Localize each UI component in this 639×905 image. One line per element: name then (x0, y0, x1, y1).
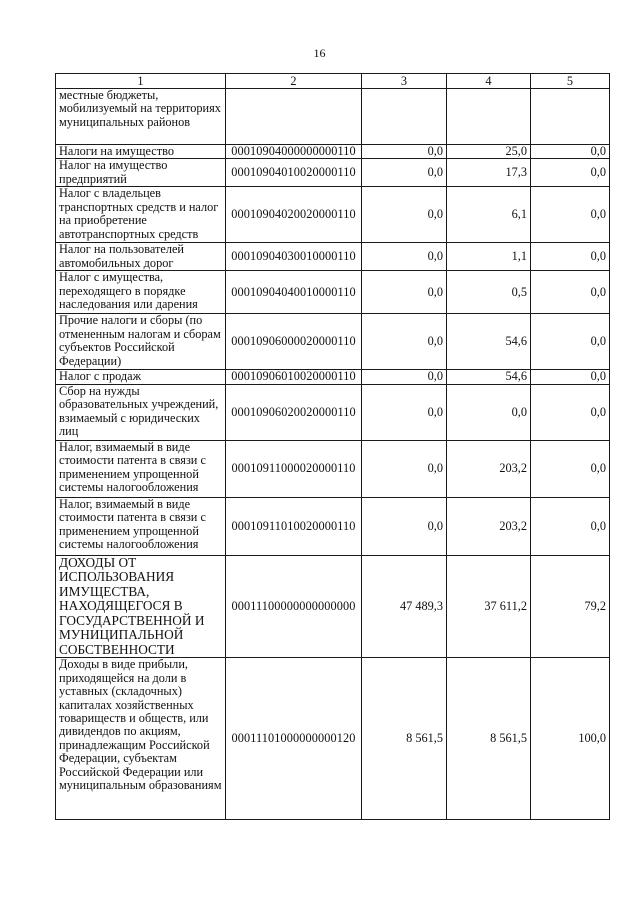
row-code-cell (226, 89, 362, 145)
row-value-col5: 0,0 (531, 159, 610, 187)
row-code-cell: 00010911010020000110 (226, 497, 362, 555)
row-value-col4: 203,2 (447, 497, 531, 555)
row-name-cell: местные бюджеты, мобилизуемый на территориях муниципальных районов (56, 89, 226, 145)
row-value-col3: 0,0 (362, 187, 447, 243)
column-header: 3 (362, 74, 447, 89)
row-value-col5: 100,0 (531, 658, 610, 820)
table-row (56, 243, 610, 271)
row-name-cell: Доходы в виде прибыли, приходящейся на доли в уставных (складочных) капиталах хозяйственных товариществ и обществ, или дивидендов по акциям, принадлежащим Российской Федерации, субъектам Российской Федерации или муниципальным образованиям (56, 658, 226, 820)
row-name-cell: Прочие налоги и сборы (по отмененным налогам и сборам субъектов Российской Федерации) (56, 314, 226, 370)
row-value-col4: 0,5 (447, 271, 531, 314)
row-value-col3: 0,0 (362, 159, 447, 187)
row-value-col5: 0,0 (531, 314, 610, 370)
row-value-col5: 0,0 (531, 370, 610, 384)
row-value-col3: 0,0 (362, 384, 447, 440)
row-value-col5: 0,0 (531, 243, 610, 271)
revenue-table (55, 73, 610, 820)
row-code-cell: 00010906020020000110 (226, 384, 362, 440)
column-number-row (56, 74, 610, 89)
row-code-cell: 00010904010020000110 (226, 159, 362, 187)
row-value-col5: 0,0 (531, 187, 610, 243)
row-value-col4: 54,6 (447, 370, 531, 384)
row-value-col4 (447, 89, 531, 145)
row-value-col3 (362, 89, 447, 145)
row-name-cell: Налог с продаж (56, 370, 226, 384)
row-name-cell: ДОХОДЫ ОТ ИСПОЛЬЗОВАНИЯ ИМУЩЕСТВА, НАХОДЯЩЕГОСЯ В ГОСУДАРСТВЕННОЙ И МУНИЦИПАЛЬНОЙ СОБСТВЕННОСТИ (56, 555, 226, 658)
row-value-col4: 0,0 (447, 384, 531, 440)
row-value-col4: 54,6 (447, 314, 531, 370)
row-value-col3: 0,0 (362, 370, 447, 384)
row-value-col5: 0,0 (531, 440, 610, 497)
row-name-cell: Налог с владельцев транспортных средств и налог на приобретение автотранспортных средств (56, 187, 226, 243)
row-code-cell: 00010904000000000110 (226, 145, 362, 159)
row-value-col3: 0,0 (362, 271, 447, 314)
row-value-col4: 1,1 (447, 243, 531, 271)
table-row (56, 89, 610, 145)
row-value-col4: 25,0 (447, 145, 531, 159)
row-value-col3: 8 561,5 (362, 658, 447, 820)
table-row (56, 271, 610, 314)
column-header: 1 (56, 74, 226, 89)
row-value-col5: 0,0 (531, 145, 610, 159)
column-header: 4 (447, 74, 531, 89)
table-row (56, 187, 610, 243)
row-value-col4: 6,1 (447, 187, 531, 243)
row-code-cell: 00011101000000000120 (226, 658, 362, 820)
row-code-cell: 00010911000020000110 (226, 440, 362, 497)
row-value-col5: 0,0 (531, 271, 610, 314)
row-value-col4: 37 611,2 (447, 555, 531, 658)
row-code-cell: 00010904030010000110 (226, 243, 362, 271)
table-row (56, 314, 610, 370)
row-value-col5 (531, 89, 610, 145)
row-name-cell: Налоги на имущество (56, 145, 226, 159)
row-code-cell: 00010906010020000110 (226, 370, 362, 384)
row-value-col3: 0,0 (362, 145, 447, 159)
row-value-col5: 0,0 (531, 384, 610, 440)
row-value-col3: 0,0 (362, 314, 447, 370)
row-code-cell: 00011100000000000000 (226, 555, 362, 658)
column-header: 2 (226, 74, 362, 89)
row-value-col4: 17,3 (447, 159, 531, 187)
table-row (56, 497, 610, 555)
row-value-col5: 0,0 (531, 497, 610, 555)
table-row (56, 159, 610, 187)
row-value-col4: 203,2 (447, 440, 531, 497)
row-value-col4: 8 561,5 (447, 658, 531, 820)
column-header: 5 (531, 74, 610, 89)
row-name-cell: Налог на имущество предприятий (56, 159, 226, 187)
row-value-col5: 79,2 (531, 555, 610, 658)
row-value-col3: 0,0 (362, 243, 447, 271)
row-code-cell: 00010904020020000110 (226, 187, 362, 243)
row-value-col3: 0,0 (362, 497, 447, 555)
row-code-cell: 00010904040010000110 (226, 271, 362, 314)
row-value-col3: 47 489,3 (362, 555, 447, 658)
row-name-cell: Налог с имущества, переходящего в порядке наследования или дарения (56, 271, 226, 314)
table-row (56, 440, 610, 497)
page-number: 16 (313, 46, 326, 60)
table-row (56, 555, 610, 658)
table-row (56, 384, 610, 440)
row-code-cell: 00010906000020000110 (226, 314, 362, 370)
row-name-cell: Налог, взимаемый в виде стоимости патента в связи с применением упрощенной системы налогообложения (56, 497, 226, 555)
row-name-cell: Сбор на нужды образовательных учреждений, взимаемый с юридических лиц (56, 384, 226, 440)
row-name-cell: Налог на пользователей автомобильных дорог (56, 243, 226, 271)
table-row (56, 658, 610, 820)
row-value-col3: 0,0 (362, 440, 447, 497)
row-name-cell: Налог, взимаемый в виде стоимости патента в связи с применением упрощенной системы налогообложения (56, 440, 226, 497)
table-row (56, 145, 610, 159)
table-row (56, 370, 610, 384)
